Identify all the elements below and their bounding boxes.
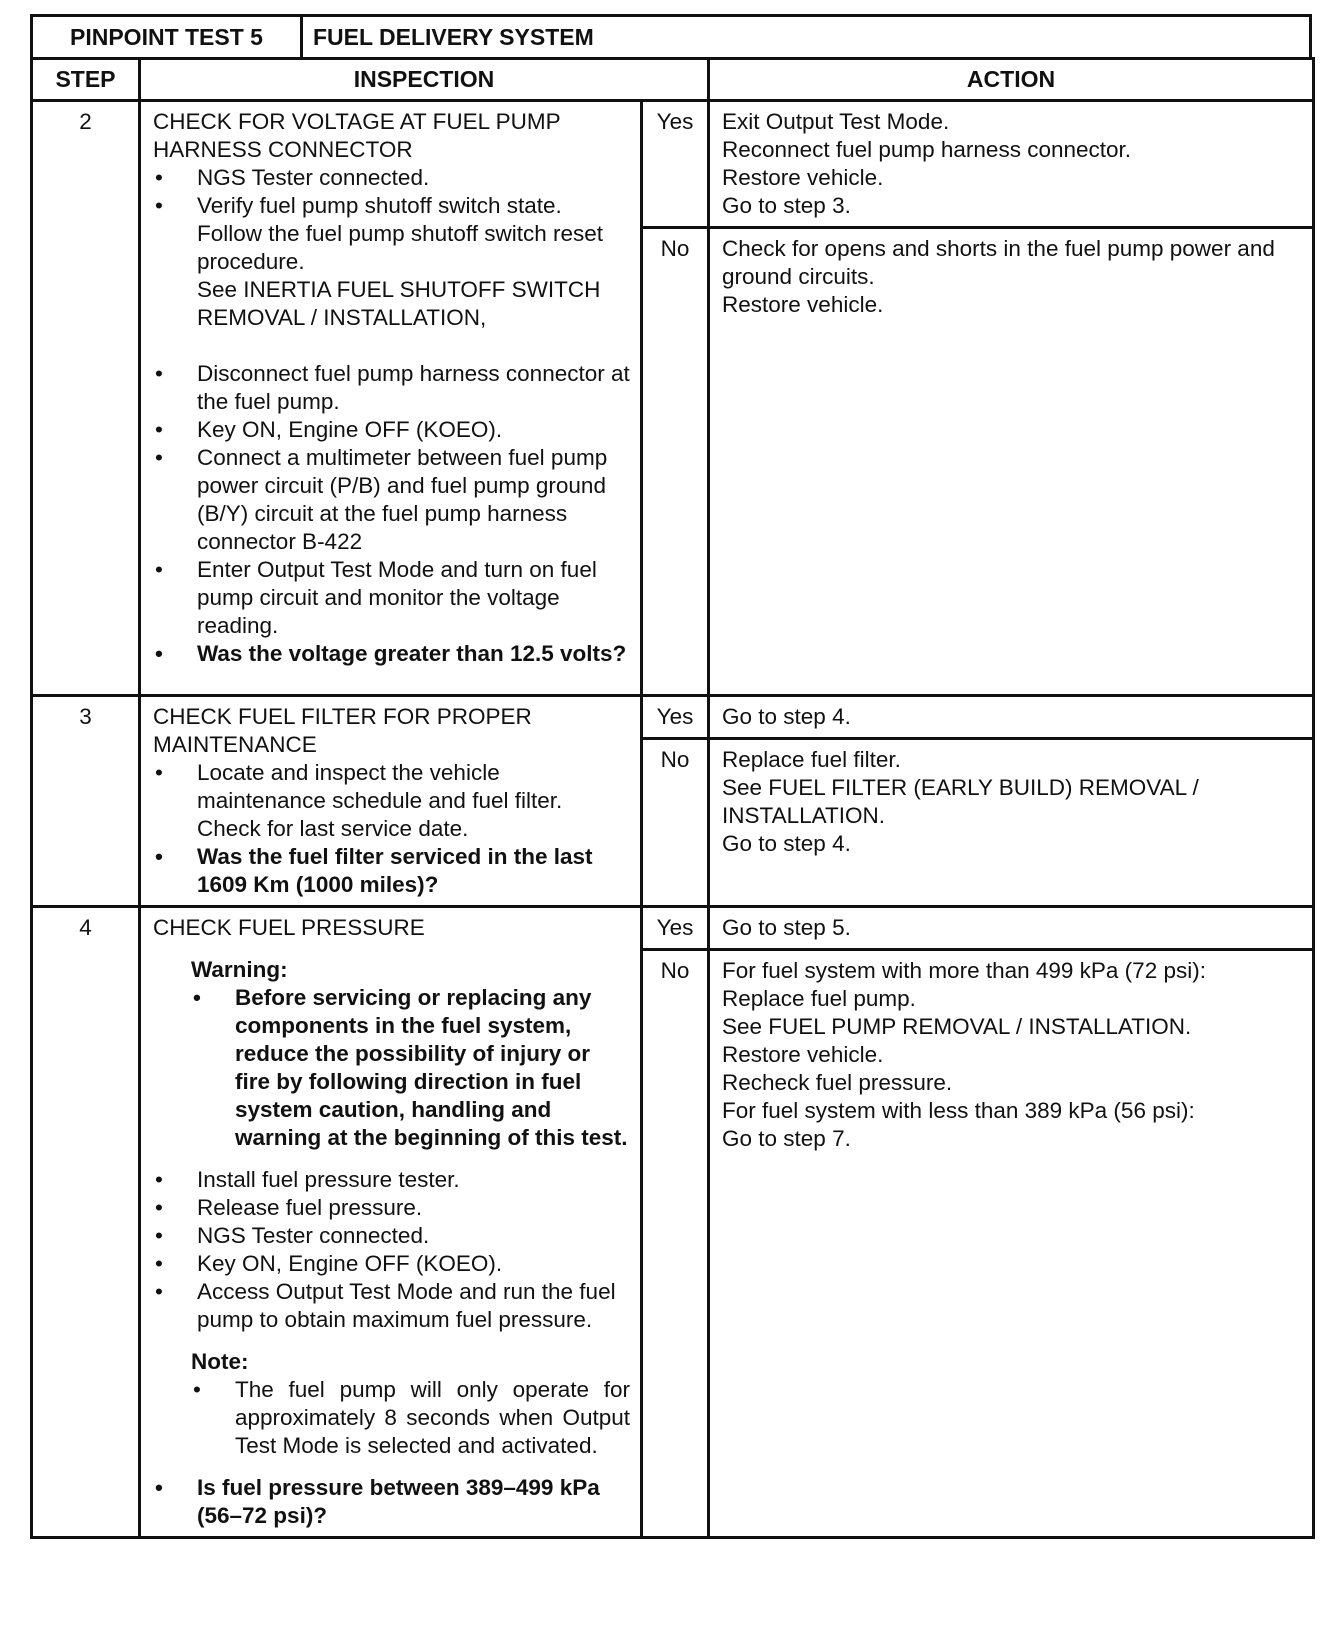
bullet-item: • Locate and inspect the vehicle maintenance schedule and fuel filter. Check for last service date. [153,759,630,843]
yes-label: Yes [642,101,709,228]
col-action: ACTION [709,59,1314,101]
note-list [191,1376,630,1460]
step-2-yes-row [32,101,1314,228]
action-line: Restore vehicle. [722,165,884,190]
see-reference: See INERTIA FUEL SHUTOFF SWITCH REMOVAL / INSTALLATION, [197,277,601,330]
action-line: Reconnect fuel pump harness connector. [722,137,1132,162]
bullet-item: • Release fuel pressure. [153,1194,630,1222]
step-question: • Was the fuel filter serviced in the last 1609 Km (1000 miles)? [153,843,630,899]
action-line: Replace fuel pump. [722,986,916,1011]
warning-label: Warning: [191,957,288,982]
action-line: Replace fuel filter. [722,747,901,772]
step-number: 2 [32,101,140,696]
step-inspection [140,907,642,1538]
bullet-item: • Enter Output Test Mode and turn on fuel pump circuit and monitor the voltage reading. [153,556,630,640]
bullet-item: • Key ON, Engine OFF (KOEO). [153,1250,630,1278]
step-question: • Is fuel pressure between 389–499 kPa (56–72 psi)? [153,1474,630,1530]
action-line: Go to step 5. [722,915,851,940]
action-line: Go to step 7. [722,1126,851,1151]
bullet-item: • Verify fuel pump shutoff switch state. Follow the fuel pump shutoff switch reset procedure. [153,192,630,276]
step-title: CHECK FUEL PRESSURE [153,915,425,940]
pinpoint-test-page [30,14,1312,1539]
yes-label: Yes [642,696,709,739]
col-inspection: INSPECTION [140,59,709,101]
step-question: • Was the voltage greater than 12.5 volts? [153,640,630,668]
action-line: For fuel system with less than 389 kPa (56 psi): [722,1098,1195,1123]
test-table [30,57,1315,1539]
test-title: FUEL DELIVERY SYSTEM [302,16,1311,59]
bullet-item: • NGS Tester connected. [153,164,630,192]
step-3-yes-row [32,696,1314,739]
action-line: For fuel system with more than 499 kPa (72 psi): [722,958,1206,983]
step-title-cont: HARNESS CONNECTOR [153,137,413,162]
bullet-item: • Disconnect fuel pump harness connector at the fuel pump. [153,360,630,416]
no-action [709,739,1314,907]
note-text: • The fuel pump will only operate for approximately 8 seconds when Output Test Mode is selected and activated. [191,1376,630,1460]
bullet-item: • Install fuel pressure tester. [153,1166,630,1194]
action-line: Check for opens and shorts in the fuel pump power and ground circuits. [722,236,1275,289]
no-label: No [642,950,709,1538]
step-inspection [140,696,642,907]
action-line: Go to step 4. [722,831,851,856]
bullet-item: • Access Output Test Mode and run the fuel pump to obtain maximum fuel pressure. [153,1278,630,1334]
yes-action [709,101,1314,228]
yes-action [709,696,1314,739]
step-inspection [140,101,642,696]
bullet-list [153,759,630,899]
note-label: Note: [191,1349,249,1374]
bullet-list [153,360,630,668]
bullet-list [153,164,630,276]
no-action [709,228,1314,696]
no-label: No [642,739,709,907]
step-title: CHECK FUEL FILTER FOR PROPER [153,704,532,729]
warning-list [191,984,630,1152]
action-line: Exit Output Test Mode. [722,109,950,134]
warning-text: • Before servicing or replacing any components in the fuel system, reduce the possibility of injury or fire by following direction in fuel system caution, handling and warning at the beginning of this test. [191,984,630,1152]
action-line: Restore vehicle. [722,292,884,317]
step-title-cont: MAINTENANCE [153,732,317,757]
col-step: STEP [32,59,140,101]
yes-action [709,907,1314,950]
step-title: CHECK FOR VOLTAGE AT FUEL PUMP [153,109,561,134]
yes-label: Yes [642,907,709,950]
no-action [709,950,1314,1538]
column-header-row [32,59,1314,101]
action-line: See FUEL FILTER (EARLY BUILD) REMOVAL / INSTALLATION. [722,775,1199,828]
bullet-item: • NGS Tester connected. [153,1222,630,1250]
action-line: Restore vehicle. [722,1042,884,1067]
action-line: See FUEL PUMP REMOVAL / INSTALLATION. [722,1014,1192,1039]
step-number: 4 [32,907,140,1538]
test-header [30,14,1312,60]
bullet-list [153,1166,630,1334]
step-number: 3 [32,696,140,907]
bullet-list [153,1474,630,1530]
test-id: PINPOINT TEST 5 [32,16,302,59]
action-line: Recheck fuel pressure. [722,1070,953,1095]
bullet-item: • Key ON, Engine OFF (KOEO). [153,416,630,444]
step-4-yes-row [32,907,1314,950]
action-line: Go to step 4. [722,704,851,729]
action-line: Go to step 3. [722,193,851,218]
no-label: No [642,228,709,696]
bullet-item: • Connect a multimeter between fuel pump power circuit (P/B) and fuel pump ground (B/Y) circuit at the fuel pump harness connector B-422 [153,444,630,556]
